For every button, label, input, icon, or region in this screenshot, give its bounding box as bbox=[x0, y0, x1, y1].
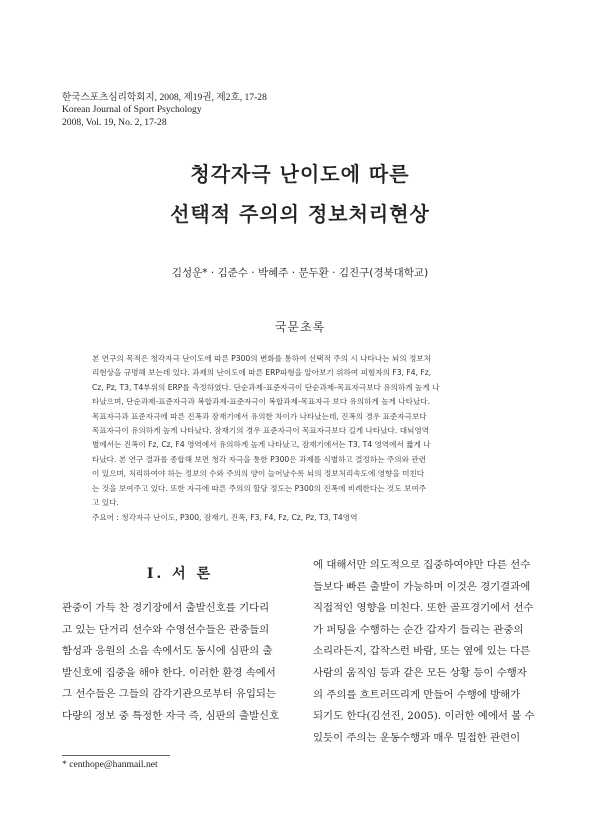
body-text-line: 직접적인 영향을 미친다. 또한 골프경기에서 선수 bbox=[313, 602, 534, 615]
abstract-line: 별에서는 진폭이 Fz, Cz, F4 영역에서 유의하게 높게 나타났고, 잠재기에서는 T3, T4 영역에서 짧게 나 bbox=[92, 440, 431, 450]
abstract-line: 고 있다. bbox=[92, 498, 119, 508]
section-heading-introduction: I. 서 론 bbox=[146, 566, 214, 582]
body-text-line: 들보다 빠른 출발이 가능하며 이것은 경기결과에 bbox=[313, 580, 531, 593]
abstract-heading: 국문초록 bbox=[274, 320, 326, 334]
right-column-text bbox=[313, 555, 545, 749]
journal-line-korean: 한국스포츠심리학회지, 2008, 제19권, 제2호, 17-28 bbox=[62, 92, 267, 103]
body-text-line: 되기도 한다(김선진, 2005). 이러한 예에서 볼 수 bbox=[313, 710, 535, 723]
journal-header bbox=[62, 92, 267, 129]
journal-line-english: Korean Journal of Sport Psychology bbox=[62, 104, 202, 116]
journal-line-volume: 2008, Vol. 19, No. 2, 17-28 bbox=[62, 116, 167, 128]
footnote-email: * centhope@hanmail.net bbox=[62, 759, 158, 770]
abstract-line: 목표자극과 표준자극에 따른 진폭과 잠재기에서 유의한 차이가 나타났는데, 진폭의 경우 표준자극보다 bbox=[92, 411, 427, 421]
body-text-line: 그 선수들은 그들의 감각기관으로부터 유입되는 bbox=[62, 688, 276, 701]
body-text-line: 소리라든지, 갑작스런 바람, 또는 옆에 있는 다른 bbox=[313, 645, 531, 658]
keywords: 주요어 : 청각자극 난이도, P300, 잠재기, 진폭, F3, F4, Fz, Cz, Pz, T3, T4영역 bbox=[92, 513, 358, 522]
left-column-text bbox=[62, 598, 294, 728]
abstract-line: 타났으며, 단순과제-표준자극과 복합과제-표준자극이 복합과제-목표자극 보다 유의하게 높게 나타났다. bbox=[92, 397, 431, 407]
abstract-line: Cz, Pz, T3, T4부위의 ERP를 측정하였다. 단순과제-표준자극이 단순과제-목표자극보다 유의하게 높게 나 bbox=[92, 382, 440, 392]
abstract-line: 목표자극이 유의하게 높게 나타났다. 잠재기의 경우 표준자극이 목표자극보다 길게 나타났다. 대뇌영역 bbox=[92, 426, 430, 436]
body-text-line: 사람의 움직임 등과 같은 모든 상황 등이 수행자 bbox=[313, 666, 527, 679]
abstract-line: 이 있으며, 처리하여야 하는 정보의 수와 주의의 양이 늘어날수록 뇌의 정보처리속도에 영향을 미친다 bbox=[92, 469, 425, 479]
paper-title-line-2: 선택적 주의의 정보처리현상 bbox=[170, 202, 430, 226]
body-text-line: 있듯이 주의는 운동수행과 매우 밀접한 관련이 bbox=[313, 731, 521, 744]
abstract-line: 타났다. 본 연구 결과를 종합해 보면 청각 자극을 통한 P300은 과제를 식별하고 결정하는 주의와 관련 bbox=[92, 454, 427, 464]
body-text-line: 함성과 응원의 소음 속에서도 동시에 심판의 출 bbox=[62, 645, 273, 658]
abstract-line: 리현상을 규명해 보는데 있다. 과제의 난이도에 따른 ERP파형을 알아보기 위하여 피험자의 F3, F4, Fz, bbox=[92, 368, 432, 378]
abstract-line: 는 것을 보여주고 있다. 또한 자극에 따른 주의의 할당 정도는 P300의 진폭에 비례한다는 것도 보여주 bbox=[92, 483, 427, 493]
author-list: 김성운* · 김준수 · 박혜주 · 문두환 · 김진구(경북대학교) bbox=[171, 267, 429, 279]
body-text-line: 다량의 정보 중 특정한 자극 즉, 심판의 출발신호 bbox=[62, 709, 280, 722]
body-text-line: 고 있는 단거리 선수와 수영선수들은 관중들의 bbox=[62, 623, 270, 636]
body-text-line: 가 퍼팅을 수행하는 순간 갑자기 들리는 관중의 bbox=[313, 623, 524, 636]
footnote-divider bbox=[62, 755, 170, 756]
body-text-line: 발신호에 집중을 해야 한다. 이러한 환경 속에서 bbox=[62, 666, 276, 679]
body-text-line: 관중이 가득 찬 경기장에서 출발신호를 기다리 bbox=[62, 602, 270, 614]
abstract-body bbox=[92, 352, 512, 510]
body-text-line: 에 대해서만 의도적으로 집중하여야만 다른 선수 bbox=[313, 559, 531, 571]
abstract-line: 본 연구의 목적은 청각자극 난이도에 따른 P300의 변화를 통하여 선택적 주의 시 나타나는 뇌의 정보처 bbox=[92, 354, 431, 363]
paper-title-line-1: 청각자극 난이도에 따른 bbox=[190, 162, 410, 186]
body-text-line: 의 주의를 흐트러뜨리게 만들어 수행에 방해가 bbox=[313, 688, 521, 701]
